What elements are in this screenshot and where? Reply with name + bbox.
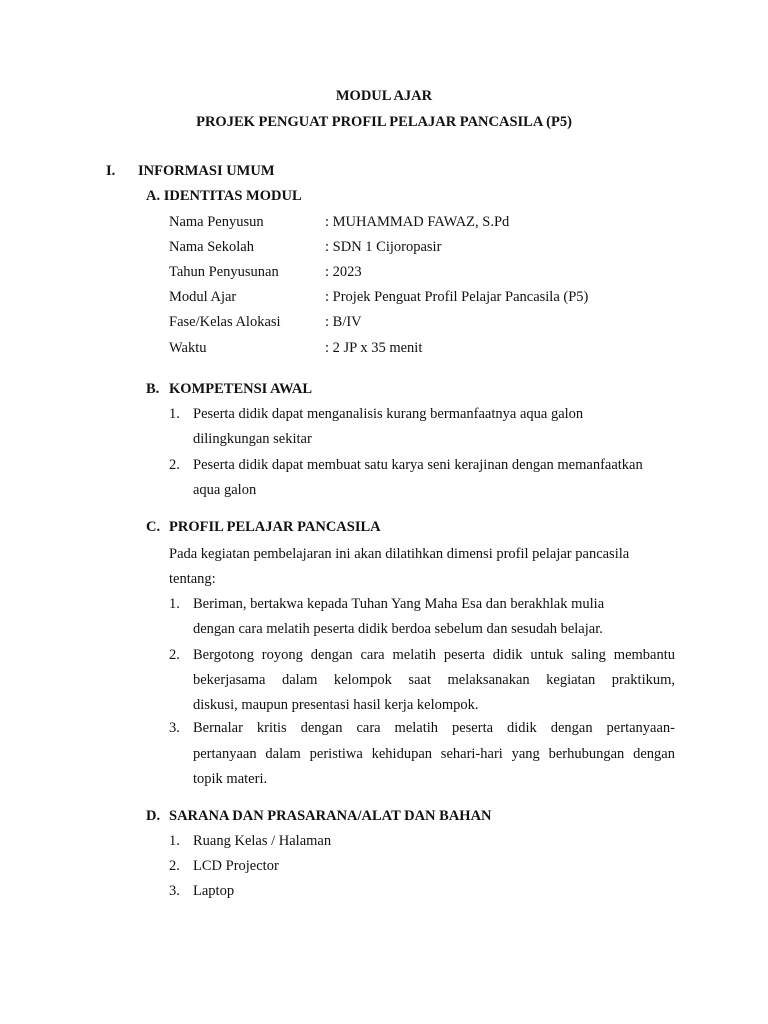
list-item-line: Bernalar kritis dengan cara melatih peserta didik dengan pertanyaan- <box>193 720 675 736</box>
list-item-line: bekerjasama dalam kelompok saat melaksanakan kegiatan praktikum, <box>193 672 675 688</box>
identity-label: Fase/Kelas Alokasi <box>169 314 281 330</box>
list-number: 2. <box>169 457 180 473</box>
list-item-line: Peserta didik dapat menganalisis kurang bermanfaatnya aqua galon <box>193 406 584 422</box>
paragraph-line: Pada kegiatan pembelajaran ini akan dilatihkan dimensi profil pelajar pancasila <box>169 546 630 562</box>
list-number: 1. <box>169 833 180 849</box>
identity-label: Nama Penyusun <box>169 214 264 230</box>
list-number: 1. <box>169 596 180 612</box>
list-item: Ruang Kelas / Halaman <box>193 833 332 849</box>
list-item-line: dilingkungan sekitar <box>193 431 312 447</box>
list-item-line: diskusi, maupun presentasi hasil kerja kelompok. <box>193 697 479 713</box>
identity-label: Tahun Penyusunan <box>169 264 279 280</box>
subsection-a-heading: A. IDENTITAS MODUL <box>146 188 302 204</box>
list-item: Laptop <box>193 883 235 899</box>
identity-value: : MUHAMMAD FAWAZ, S.Pd <box>325 214 510 230</box>
list-item: LCD Projector <box>193 858 279 874</box>
identity-label: Modul Ajar <box>169 289 237 305</box>
list-item-line: pertanyaan dalam peristiwa kehidupan sehari-hari yang berhubungan dengan <box>193 746 675 762</box>
list-item-line: Beriman, bertakwa kepada Tuhan Yang Maha Esa dan berakhlak mulia <box>193 596 605 612</box>
list-item-line: dengan cara melatih peserta didik berdoa sebelum dan sesudah belajar. <box>193 621 603 637</box>
subsection-d-letter: D. <box>146 808 161 824</box>
identity-value: : 2 JP x 35 menit <box>325 340 423 356</box>
identity-value: : Projek Penguat Profil Pelajar Pancasila (P5) <box>325 289 589 305</box>
identity-label: Nama Sekolah <box>169 239 254 255</box>
identity-label: Waktu <box>169 340 207 356</box>
subsection-c-heading: PROFIL PELAJAR PANCASILA <box>169 519 381 535</box>
list-number: 2. <box>169 647 180 663</box>
document-title: MODUL AJAR <box>335 88 433 104</box>
subsection-b-letter: B. <box>146 381 160 397</box>
list-number: 3. <box>169 720 180 736</box>
paragraph-line: tentang: <box>169 571 216 587</box>
list-number: 1. <box>169 406 180 422</box>
subsection-c-letter: C. <box>146 519 161 535</box>
section-numeral: I. <box>106 163 116 179</box>
identity-value: : B/IV <box>325 314 362 330</box>
identity-value: : SDN 1 Cijoropasir <box>325 239 442 255</box>
list-item-line: Peserta didik dapat membuat satu karya seni kerajinan dengan memanfaatkan <box>193 457 643 473</box>
subsection-d-heading: SARANA DAN PRASARANA/ALAT DAN BAHAN <box>169 808 492 824</box>
list-number: 2. <box>169 858 180 874</box>
subsection-b-heading: KOMPETENSI AWAL <box>169 381 313 397</box>
list-item-line: topik materi. <box>193 771 268 787</box>
list-number: 3. <box>169 883 180 899</box>
document-subtitle: PROJEK PENGUAT PROFIL PELAJAR PANCASILA (P5) <box>196 114 572 130</box>
identity-value: : 2023 <box>325 264 362 280</box>
list-item-line: Bergotong royong dengan cara melatih peserta didik untuk saling membantu <box>193 647 675 663</box>
section-title: INFORMASI UMUM <box>138 163 275 179</box>
list-item-line: aqua galon <box>193 482 257 498</box>
